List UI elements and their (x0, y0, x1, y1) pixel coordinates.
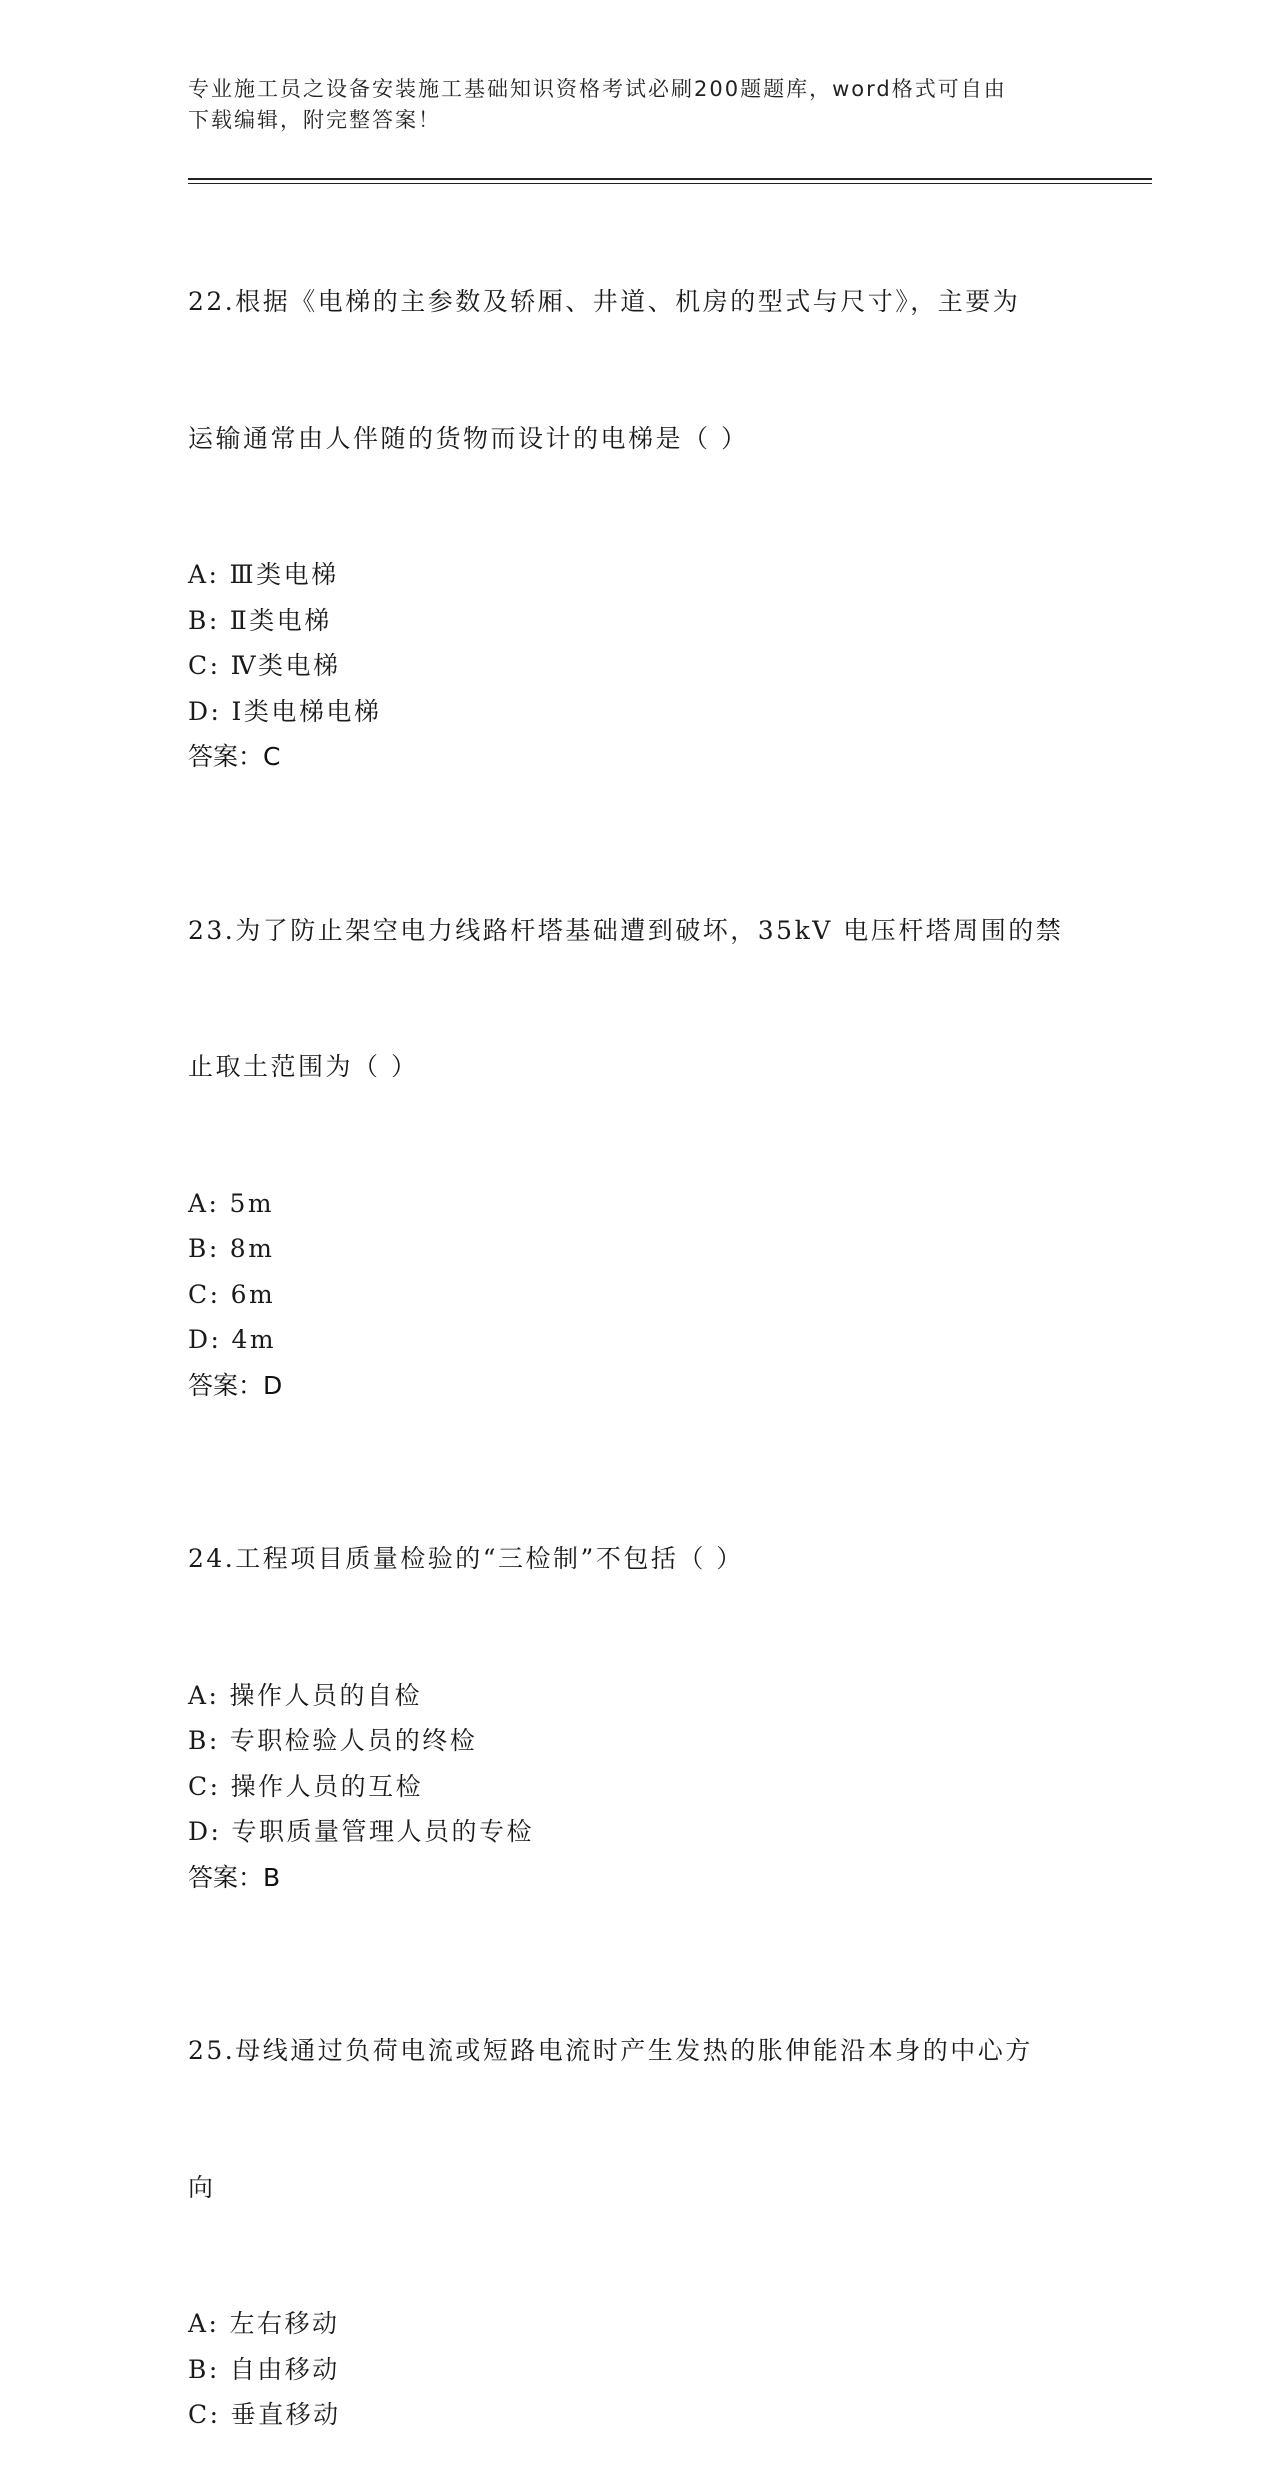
option-b (188, 2347, 1088, 2393)
option-text: 5m (229, 1188, 275, 1218)
question-stem (188, 1445, 1088, 1673)
option-b (188, 598, 1088, 644)
option-letter: A: (188, 1188, 220, 1218)
option-text: 自由移动 (229, 2354, 340, 2384)
question-stem (188, 1937, 1088, 2301)
option-letter: B: (188, 605, 220, 635)
header-divider-thin (188, 183, 1152, 184)
option-letter: C: (188, 2400, 221, 2429)
option-c (188, 1272, 1088, 1318)
option-text: 6m (230, 1279, 276, 1309)
header-divider-thick (188, 178, 1152, 180)
option-text: 专职质量管理人员的专检 (231, 1817, 534, 1846)
option-c (188, 643, 1088, 689)
question-list (188, 188, 1088, 2475)
option-letter: B: (188, 1234, 220, 1263)
option-text: Ⅳ类电梯 (230, 651, 341, 680)
option-letter: D: (188, 1325, 222, 1354)
option-a (188, 552, 1088, 598)
question-stem-line: 止取土范围为（ ） (188, 1052, 419, 1081)
option-text: Ⅲ类电梯 (229, 560, 339, 589)
answer-label: 答案：C (188, 742, 281, 771)
question-stem-line: 向 (188, 2172, 216, 2202)
question-stem (188, 188, 1088, 552)
option-letter: D: (188, 1817, 222, 1846)
question-stem-line: 23.为了防止架空电力线路杆塔基础遭到破坏，35kV 电压杆塔周围的禁 (188, 915, 1064, 945)
option-d (188, 689, 1088, 735)
question-stem-line: 25.母线通过负荷电流或短路电流时产生发热的胀伸能沿本身的中心方 (188, 2036, 1033, 2065)
question-stem-line: 22.根据《电梯的主参数及轿厢、井道、机房的型式与尺寸》，主要为 (188, 287, 1021, 316)
answer-label: 答案：B (188, 1862, 281, 1892)
question-25 (188, 1937, 1088, 2438)
option-c (188, 2392, 1088, 2438)
answer-label: 答案：D (188, 1370, 283, 1400)
option-b (188, 1226, 1088, 1272)
option-text: 垂直移动 (230, 2400, 341, 2429)
question-stem-line: 运输通常由人伴随的货物而设计的电梯是（ ） (188, 423, 749, 453)
option-a (188, 2301, 1088, 2347)
document-header (188, 74, 1088, 136)
option-letter: A: (188, 560, 220, 589)
option-text: Ⅰ类电梯电梯 (231, 696, 382, 726)
option-letter: D: (188, 696, 222, 726)
option-letter: C: (188, 1771, 221, 1801)
option-letter: C: (188, 1279, 221, 1309)
option-d (188, 1809, 1088, 1855)
option-letter: A: (188, 2309, 220, 2338)
option-text: Ⅱ类电梯 (229, 605, 332, 635)
option-letter: C: (188, 651, 221, 680)
option-b (188, 1718, 1088, 1764)
option-text: 8m (229, 1234, 275, 1263)
option-a (188, 1181, 1088, 1227)
header-line-2: 下载编辑，附完整答案！ (188, 108, 441, 132)
option-text: 专职检验人员的终检 (229, 1726, 478, 1755)
option-letter: A: (188, 1680, 220, 1710)
header-line-1: 专业施工员之设备安装施工基础知识资格考试必刷200题题库，word格式可自由 (188, 77, 1007, 101)
option-text: 4m (231, 1325, 277, 1354)
option-letter: B: (188, 1726, 220, 1755)
question-stem-line: 24.工程项目质量检验的“三检制”不包括（ ） (188, 1544, 744, 1573)
option-text: 操作人员的自检 (229, 1680, 422, 1710)
question-stem (188, 817, 1088, 1181)
option-text: 操作人员的互检 (230, 1771, 424, 1801)
question-23 (188, 817, 1088, 1409)
option-d (188, 1317, 1088, 1363)
question-22 (188, 188, 1088, 780)
option-c (188, 1764, 1088, 1810)
question-24 (188, 1445, 1088, 1900)
option-a (188, 1673, 1088, 1719)
option-letter: B: (188, 2354, 220, 2384)
option-text: 左右移动 (229, 2309, 340, 2338)
